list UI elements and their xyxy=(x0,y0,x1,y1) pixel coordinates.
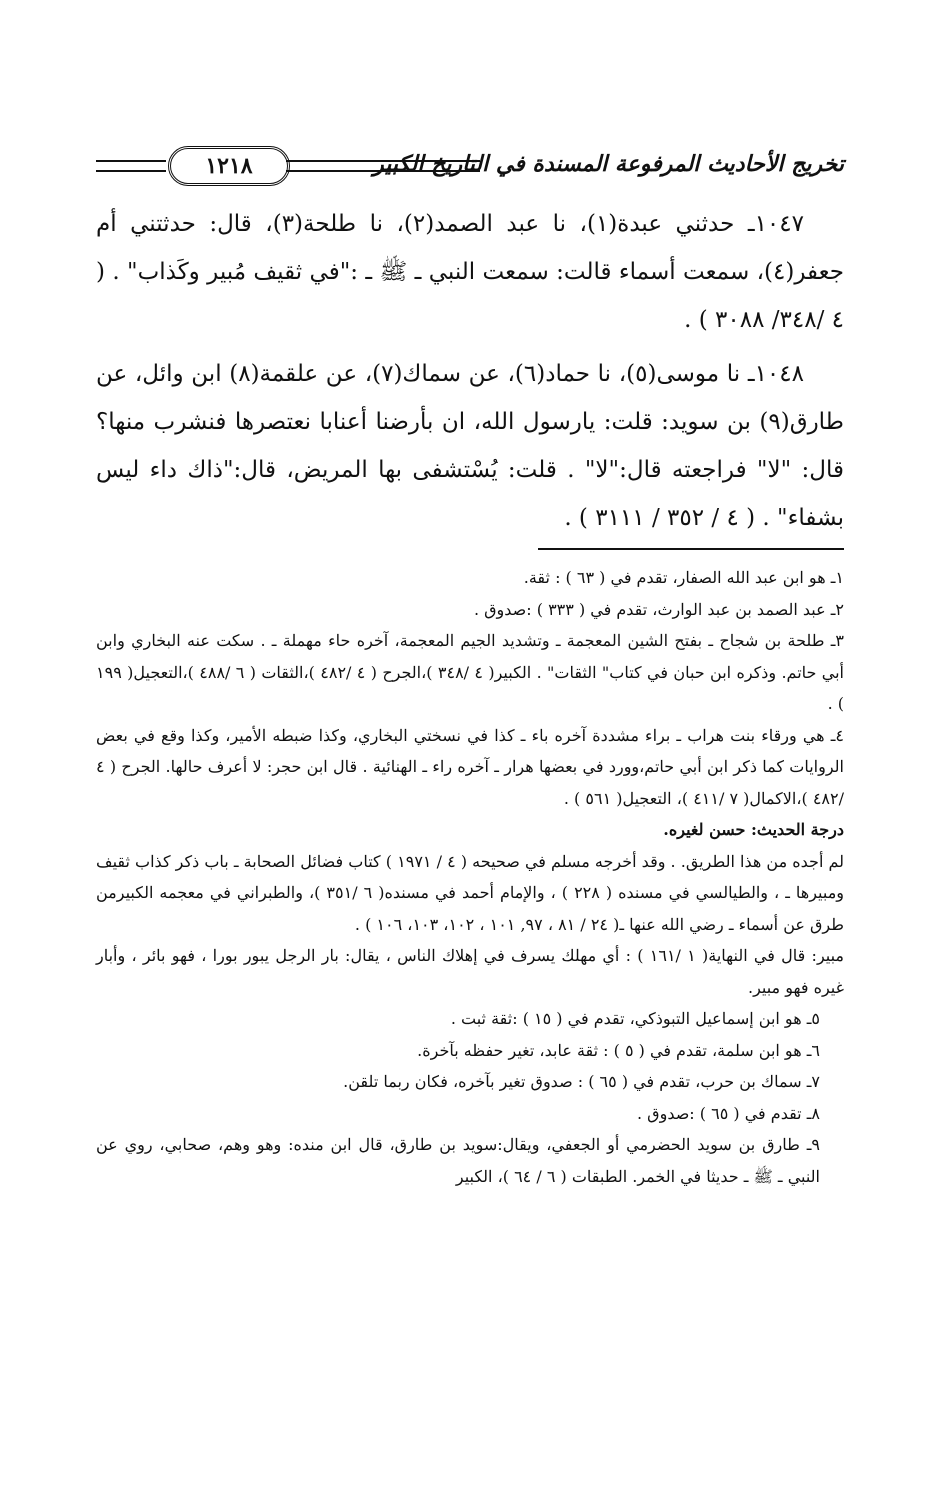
footnote: ١ـ هو ابن عبد الله الصفار، تقدم في ( ٦٣ ) : ثقة. xyxy=(523,568,844,587)
footnote: ٩ـ طارق بن سويد الحضرمي أو الجعفي، ويقال:سويد بن طارق، قال ابن منده: وهو وهم، صحابي، روي عن النبي ـ ﷺ ـ حديثا في الخمر. الطبقات ( ٦ / ٦٤ )، الكبير xyxy=(96,1135,820,1186)
footnote: ٥ـ هو ابن إسماعيل التبوذكي، تقدم في ( ١٥ ) :ثقة ثبت . xyxy=(450,1009,820,1028)
page-header xyxy=(96,146,844,186)
footnote: ٦ـ هو ابن سلمة، تقدم في ( ٥ ) : ثقة عابد، تغير حفظه بآخرة. xyxy=(417,1040,820,1060)
footnote: ٧ـ سماك بن حرب، تقدم في ( ٦٥ ) : صدوق تغير بآخره، فكان ربما تلقن. xyxy=(343,1072,820,1091)
hadith-paragraph: ١٠٤٧ـ حدثني عبدة(١)، نا عبد الصمد(٢)، نا طلحة(٣)، قال: حدثتني أم جعفر(٤)، سمعت أسماء قالت: سمعت النبي ـ ﷺ ـ :"في ثقيف مُبير وكَذاب" . ( ٤ /٣٤٨/ ٣٠٨٨ ) . xyxy=(96,211,844,333)
mubir-note: مبير: قال في النهاية( ١ /١٦١ ) : أي مهلك يسرف في إهلاك الناس ، يقال: بار الرجل يبور بورا ، فهو بائر ، وأبار غيره فهو مبير. xyxy=(96,946,845,997)
header-rule-left xyxy=(96,160,166,172)
footnote-separator xyxy=(538,548,844,550)
footnotes xyxy=(96,562,844,1192)
main-text xyxy=(96,200,844,548)
footnote: ٢ـ عبد الصمد بن عبد الوارث، تقدم في ( ٣٣٣ ) :صدوق . xyxy=(473,599,844,619)
header-rule xyxy=(286,160,480,172)
hadith-paragraph: ١٠٤٨ـ نا موسى(٥)، نا حماد(٦)، عن سماك(٧)، عن علقمة(٨) ابن وائل، عن طارق(٩) بن سويد: قلت: يارسول الله، ان بأرضنا أعنابا نعتصرها فنشرب منها؟ قال: "لا" فراجعته قال:"لا" . قلت: يُسْتشفى بها المريض، قال:"ذاك داء ليس بشفاء" . ( ٤ / ٣٥٢ / ٣١١١ ) . xyxy=(96,361,844,531)
header-title: تخريج الأحاديث المرفوعة المسندة في التاريخ الكبير xyxy=(373,151,844,177)
footnote: ٣ـ طلحة بن شجاح ـ بفتح الشين المعجمة ـ وتشديد الجيم المعجمة، آخره حاء مهملة ـ . سكت عنه البخاري وابن أبي حاتم. وذكره ابن حبان في كتاب" الثقات" . الكبير( ٤ /٣٤٨ )،الجرح ( ٤ /٤٨٢ )،الثقات ( ٦ /٤٨٨ )،التعجيل( ١٩٩ ) . xyxy=(96,631,845,713)
footnote: ٤ـ هي ورقاء بنت هراب ـ براء مشددة آخره باء ـ كذا في نسختي البخاري، وكذا ضبطه الأمير، وكذا وقع في بعض الروايات كما ذكر ابن أبي حاتم،وورد في بعضها هرار ـ آخره راء ـ الهنائية . قال ابن حجر: لا أعرف حالها. الجرح ( ٤ /٤٨٢ )،الاكمال( ٧ /٤١١ )، التعجيل( ٥٦١ ) . xyxy=(96,725,845,808)
page-number: ١٢١٨ xyxy=(168,146,290,186)
footnote: ٨ـ تقدم في ( ٦٥ ) :صدوق . xyxy=(637,1103,820,1123)
hadith-grade-label: درجة الحديث: حسن لغيره. xyxy=(663,820,844,839)
hadith-grade-text: لم أجده من هذا الطريق. . وقد أخرجه مسلم في صحيحه ( ٤ / ١٩٧١ ) كتاب فضائل الصحابة ـ باب ذكر كذاب ثقيف ومبيرها ـ ، والطيالسي في مسنده ( ٢٢٨ ) ، والإمام أحمد في مسنده( ٦ /٣٥١ )، والطبراني في معجمه الكبيرمن طرق عن أسماء ـ رضي الله عنها ـ( ٢٤ / ٨١ ، ٩٧, ١٠١ ، ١٠٢، ١٠٣، ١٠٦ ) . xyxy=(96,851,845,934)
